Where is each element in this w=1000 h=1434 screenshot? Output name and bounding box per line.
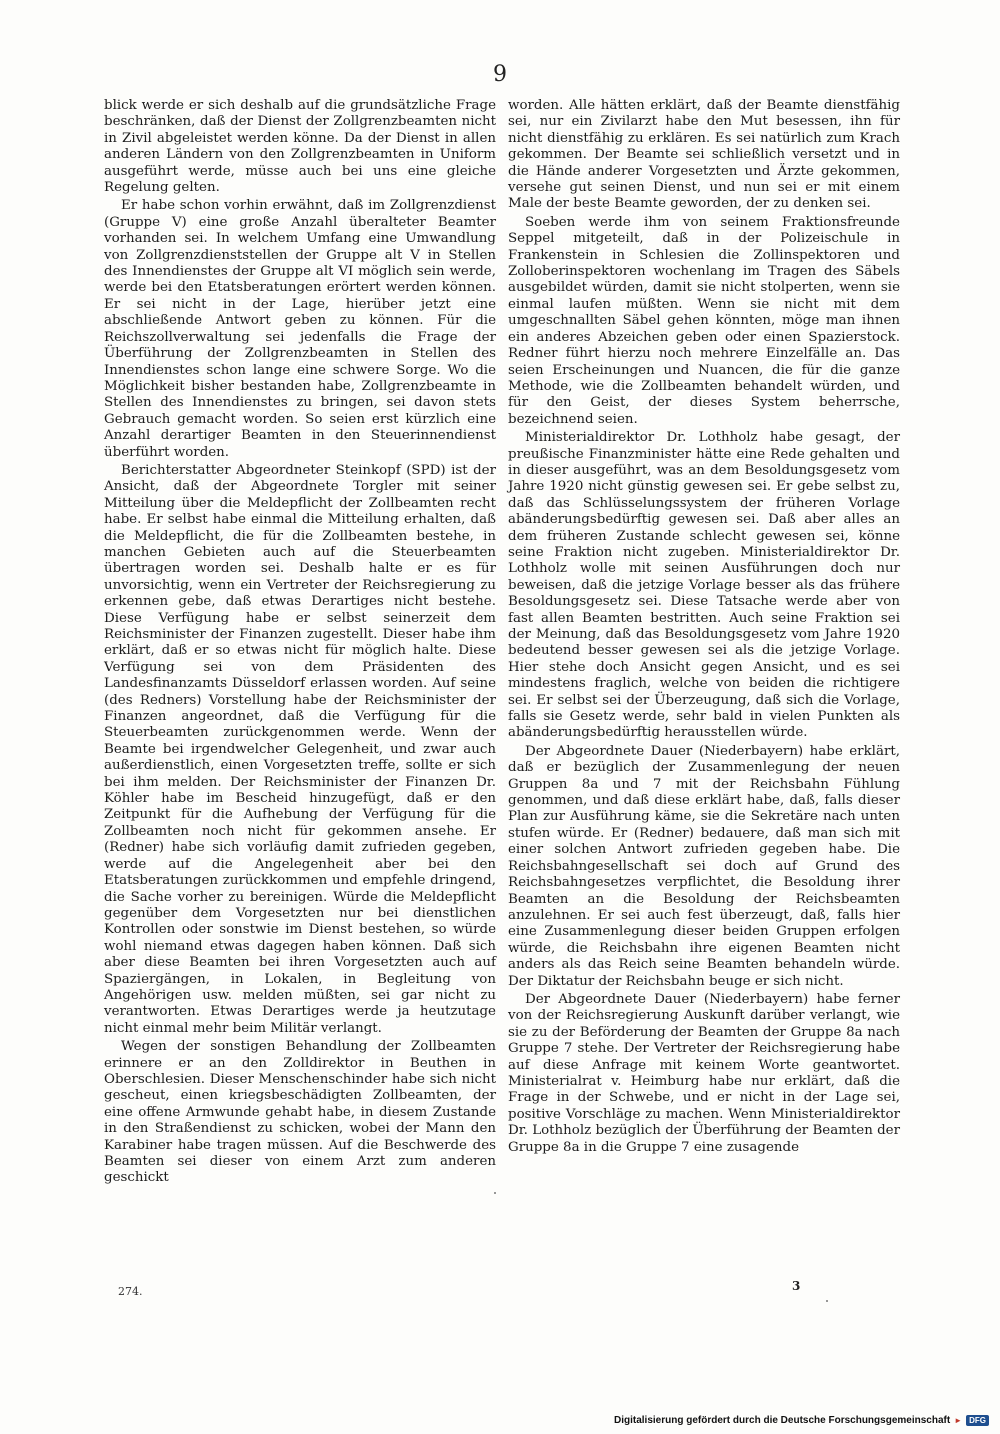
right-paragraph-2: Soeben werde ihm von seinem Fraktionsfreunde Seppel mitgeteilt, daß in der Polizeischule in Frankenstein in Schlesien die Zollinspektoren und Zolloberinspektoren wochenlang im Tragen des Säbels ausgebildet würden, damit sie nicht stolperten, wenn sie einmal laufen müßten. Wenn sie nicht mit dem umgeschnallten Säbel gehen könnten, möge man ihnen ein anderes Abzeichen geben oder einen Spazierstock. Redner führt hierzu noch mehrere Einzelfälle an. Das seien Erscheinungen und Nuancen, die für die ganze Methode, wie die Zollbeamten behandelt würden, und für den Geist, der dieses System beherrsche, bezeichnend seien. <box>508 214 900 427</box>
scan-speck <box>826 1300 828 1302</box>
scan-speck <box>494 1192 496 1194</box>
dfg-logo: DFG <box>966 1415 989 1426</box>
left-column <box>104 98 496 1187</box>
right-paragraph-3: Ministerialdirektor Dr. Lothholz habe gesagt, der preußische Finanzminister hätte eine Rede gehalten und in dieser ausgeführt, was an dem Besoldungsgesetz vom Jahre 1920 nicht günstig gewesen sei. Er gebe selbst zu, daß das Schlüsselungssystem der früheren Vorlage abänderungsbedürftig gewesen sei. Daß aber alles an dem früheren Zustande schlecht gewesen sei, könne seine Fraktion nicht zugeben. Ministerialdirektor Dr. Lothholz wolle mit seinen Ausführungen doch nur beweisen, daß die jetzige Vorlage besser als das frühere Besoldungsgesetz sei. Diese Tatsache werde aber von fast allen Beamten bestritten. Auch seine Fraktion sei der Meinung, daß das Besoldungsgesetz vom Jahre 1920 bedeutend besser gewesen sei als die jetzige Vorlage. Hier stehe doch Ansicht gegen Ansicht, und es sei mindestens fraglich, welche von beiden die richtigere sei. Er selbst sei der Überzeugung, daß sich die Vorlage, falls sie Gesetz werde, sehr bald in vielen Punkten als abänderungsbedürftig herausstellen würde. <box>508 430 900 741</box>
digitization-credit <box>614 1415 989 1426</box>
left-paragraph-4: Wegen der sonstigen Behandlung der Zollbeamten erinnere er an den Zolldirektor in Beuthen in Oberschlesien. Dieser Menschenschinder habe sich nicht gescheut, einen kriegsbeschädigten Zollbeamten, der eine offene Armwunde gehabt habe, in diesem Zustande in den Straßendienst zu schicken, wobei der Mann den Karabiner habe tragen müssen. Auf die Beschwerde des Beamten sei dieser von einem Arzt zum anderen geschickt <box>104 1039 496 1186</box>
right-paragraph-4: Der Abgeordnete Dauer (Niederbayern) habe erklärt, daß er bezüglich der Zusammenlegung der neuen Gruppen 8a und 7 mit der Reichsbahn Fühlung genommen, und daß diese erklärt habe, daß, falls dieser Plan zur Ausführung käme, sie die Sekretäre nach unten stufen würde. Er (Redner) bedauere, daß man sich mit einer solchen Antwort zufrieden gegeben habe. Die Reichsbahngesellschaft sei doch auf Grund des Reichsbahngesetzes verpflichtet, die Besoldung ihrer Beamten an die Besoldung der Reichsbeamten anzulehnen. Er sei auch fest überzeugt, daß, falls hier eine Zusammenlegung dieser beiden Gruppen erfolgen würde, die Reichsbahn ihre eigenen Beamten nicht anders als das Reich seine Beamten behandeln würde. Der Diktatur der Reichsbahn beuge er sich nicht. <box>508 743 900 989</box>
arrow-icon: ► <box>954 1416 963 1425</box>
credit-text: Digitalisierung gefördert durch die Deutsche Forschungsgemeinschaft <box>614 1415 951 1426</box>
right-paragraph-5: Der Abgeordnete Dauer (Niederbayern) habe ferner von der Reichsregierung Auskunft darüber verlangt, wie sie zu der Beförderung der Beamten der Gruppe 8a nach Gruppe 7 stehe. Der Vertreter der Reichsregierung habe auf diese Anfrage mit keinem Worte geantwortet. Ministerialrat v. Heimburg habe nur erklärt, daß die Frage in der Schwebe, und er nicht in der Lage sei, positive Vorschläge zu machen. Wenn Ministerialdirektor Dr. Lothholz bezüglich der Überführung der Beamten der Gruppe 8a in die Gruppe 7 eine zusagende <box>508 991 900 1155</box>
page-number: 9 <box>493 62 507 87</box>
right-column <box>508 98 900 1156</box>
footer-sheet-number: 3 <box>792 1279 801 1293</box>
left-paragraph-2: Er habe schon vorhin erwähnt, daß im Zollgrenzdienst (Gruppe V) eine große Anzahl überalteter Beamter vorhanden sei. In welchem Umfang eine Umwandlung von Zollgrenzdienststellen der Gruppe alt V in Stellen des Innendienstes der Gruppe alt VI möglich sein werde, werde bei den Etatsberatungen erörtert werden können. Er sei nicht in der Lage, hierüber jetzt eine abschließende Antwort geben zu können. Für die Reichszollverwaltung sei jedenfalls die Frage der Überführung der Zollgrenzbeamten in Stellen des Innendienstes schon lange eine schwere Sorge. Wo die Möglichkeit bisher bestanden habe, Zollgrenzbeamte in Stellen des Innendienstes zu bringen, sei davon stets Gebrauch gemacht worden. So seien erst kürzlich eine Anzahl derartiger Beamten in den Steuerinnendienst überführt worden. <box>104 198 496 460</box>
left-paragraph-1: blick werde er sich deshalb auf die grundsätzliche Frage beschränken, daß der Dienst der Zollgrenzbeamten nicht in Zivil abgeleistet werden könne. Da der Dienst in allen anderen Ländern von den Zollgrenzbeamten in Uniform ausgeführt werde, müsse auch bei uns eine gleiche Regelung gelten. <box>104 98 496 196</box>
footer-signature-mark: 274. <box>118 1285 143 1298</box>
left-paragraph-3: Berichterstatter Abgeordneter Steinkopf (SPD) ist der Ansicht, daß der Abgeordnete Torgler mit seiner Mitteilung über die Meldepflicht der Zollbeamten recht habe. Er selbst habe einmal die Mitteilung erhalten, daß die Meldepflicht, die für die Zollbeamten bestehe, in manchen Gebieten auch auf die Steuerbeamten übertragen worden sei. Deshalb halte er es für unvorsichtig, wenn ein Vertreter der Reichsregierung zu erkennen gebe, daß etwas Derartiges nicht bestehe. Diese Verfügung habe er selbst seinerzeit dem Reichsminister der Finanzen zugestellt. Dieser habe ihm erklärt, daß er so etwas nicht für möglich halte. Diese Verfügung sei von dem Präsidenten des Landesfinanzamts Düsseldorf erlassen worden. Auf seine (des Redners) Vorstellung habe der Reichsminister der Finanzen angeordnet, daß die Verfügung für die Steuerbeamten zurückgenommen werde. Wenn der Beamte bei irgendwelcher Gelegenheit, und zwar auch außerdienstlich, einen Vorgesetzten treffe, sollte er sich bei ihm melden. Der Reichsminister der Finanzen Dr. Köhler habe im Bescheid hinzugefügt, daß er den Zeitpunkt für die Aufhebung der Verfügung für die Zollbeamten noch nicht für gekommen ansehe. Er (Redner) habe sich vorläufig damit zufrieden gegeben, werde auf die Angelegenheit aber bei den Etatsberatungen zurückkommen und empfehle dringend, die Sache vorher zu bereinigen. Würde die Meldepflicht gegenüber dem Vorgesetzten nur bei dienstlichen Kontrollen oder sonstwie im Dienst bestehen, so würde wohl niemand etwas dagegen haben können. Daß sich aber diese Beamten bei ihren Vorgesetzten auch auf Spaziergängen, in Lokalen, in Begleitung von Angehörigen usw. melden müßten, sei gar nicht zu verantworten. Etwas Derartiges werde ja heutzutage nicht einmal mehr beim Militär verlangt. <box>104 462 496 1036</box>
right-paragraph-1: worden. Alle hätten erklärt, daß der Beamte dienstfähig sei, nur ein Zivilarzt habe den Mut besessen, ihn für nicht dienstfähig zu erklären. Es sei natürlich zum Krach gekommen. Der Beamte sei schließlich versetzt und in die Hände anderer Vorgesetzten und Ärzte gekommen, versehe gut seinen Dienst, und nun sei er mit einem Male der beste Beamte geworden, der zu denken sei. <box>508 98 900 212</box>
